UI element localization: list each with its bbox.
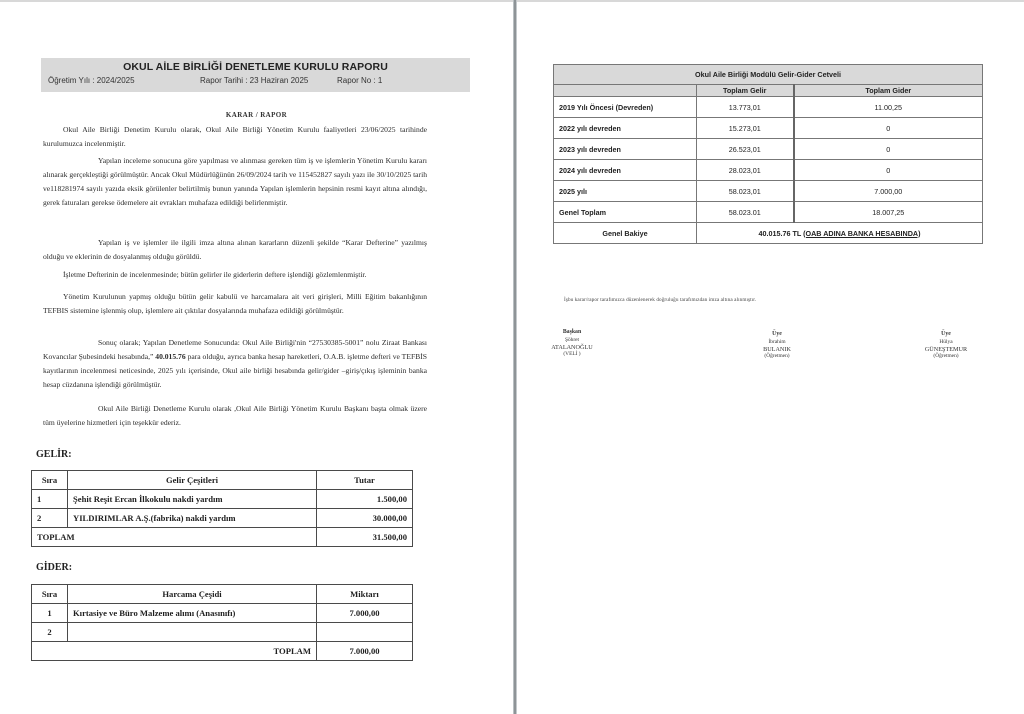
row-expense: 0: [794, 118, 983, 139]
table-header-row: [32, 585, 413, 604]
paragraph-2: [43, 154, 427, 210]
row-label: 2025 yılı: [554, 181, 697, 202]
signature-title: (VELİ ): [563, 351, 581, 357]
header-sira: Sıra: [32, 585, 68, 604]
balance-label: Genel Bakiye: [554, 223, 697, 244]
row-label: 2023 yılı devreden: [554, 139, 697, 160]
balance-row: [554, 223, 983, 244]
paragraph-6: [43, 336, 427, 392]
row-amount: 1.500,00: [317, 490, 413, 509]
row-income: 15.273,01: [697, 118, 794, 139]
paragraph-2-text: Yapılan inceleme sonucuna göre yapılması ve alınması gereken tüm iş ve işlemlerin Yönetim Kurulu kararı alınarak gerçekleştiği görülmüştür. Ancak Okul Müdürlüğünün 26/09/2024 tarih ve 115452827 sayılı yazı ile 30/10/2025 tarih ve118281974 sayılı yazıda eksik görülenler belirtilmiş bunun yanında Yapılan işlemlerin hepsinin resmi kayıt altına alındığı, gerek faturaları gerekse ödemelere ait evrakları muhafaza edildiği belirlenmiştir.: [43, 156, 427, 207]
paragraph-4-text: İşletme Defterinin de incelenmesinde; bütün gelirler ile giderlerin deftere işlendiği gözlemlenmiştir.: [63, 270, 367, 279]
table-row: [554, 118, 983, 139]
report-title: OKUL AİLE BİRLİĞİ DENETLEME KURULU RAPORU: [123, 61, 388, 73]
header-sira: Sıra: [32, 471, 68, 490]
signature-last-name: GÜNEŞTEMUR: [924, 346, 968, 353]
gider-heading: GİDER:: [36, 562, 73, 573]
table-row: [32, 623, 413, 642]
table-row: [32, 490, 413, 509]
signature-last-name: BULANIK: [763, 346, 791, 353]
signature-uye-1: [742, 331, 812, 360]
row-amount: [317, 623, 413, 642]
table-row: [32, 509, 413, 528]
paragraph-5: [43, 290, 427, 318]
gelir-heading: GELİR:: [36, 449, 72, 460]
signature-uye-2: [911, 331, 981, 360]
paragraph-4: [43, 268, 427, 282]
cetvel-header-row: [554, 85, 983, 97]
paragraph-3-text: Yapılan iş ve işlemler ile ilgili imza altına alınan kararların düzenli şekilde “Karar Defterine” yazılmış olduğu ve eklerinin de dosyalanmış olduğu görüldü.: [43, 238, 427, 261]
signature-last-name: ATALANOĞLU: [551, 344, 593, 351]
paragraph-7: [43, 402, 427, 430]
header-empty: [554, 85, 697, 97]
signature-first-name: İbrahim: [768, 339, 786, 345]
signature-title: (Öğretmen): [764, 353, 790, 359]
table-total-row: [32, 528, 413, 547]
signature-title: (Öğretmen): [933, 353, 959, 359]
row-amount: 30.000,00: [317, 509, 413, 528]
signature-role: Üye: [941, 331, 951, 337]
gider-table: [31, 584, 413, 661]
row-expense: 11.00,25: [794, 97, 983, 118]
table-row: [554, 181, 983, 202]
signature-role: Başkan: [562, 329, 582, 335]
row-name: [68, 623, 317, 642]
cetvel-title-row: [554, 65, 983, 85]
signature-baskan: [537, 329, 607, 358]
table-row: [554, 160, 983, 181]
row-label: 2024 yılı devreden: [554, 160, 697, 181]
row-expense: 0: [794, 160, 983, 181]
header-name: Harcama Çeşidi: [68, 585, 317, 604]
header-expense: Toplam Gider: [794, 85, 983, 97]
signature-first-name: Hülya: [939, 339, 953, 345]
paragraph-1-text: Okul Aile Birliği Denetim Kurulu olarak, Okul Aile Birliği Yönetim Kurulu faaliyetleri 23/06/2025 tarihinde kurulumuzca incelenmiştir.: [43, 125, 427, 148]
balance-amount: 40.015.76 TL: [758, 228, 804, 238]
approval-note: İşbu karar/rapor tarafımızca düzenlenerek doğruluğu tarafımızdan imza altına alınmıştır.: [564, 297, 757, 303]
row-sira: 2: [32, 623, 68, 642]
row-income: 58.023.01: [697, 202, 794, 223]
paragraph-5-text: Yönetim Kurulunun yapmış olduğu bütün gelir kabulü ve harcamalara ait veri girişleri, Milli Eğitim bakanlığının TEFBIS sistemine işlenmiş olup, işlemlere ait çıktılar dosyalarında muhafaza edildiği görülmüştür.: [43, 292, 427, 315]
gelir-table: [31, 470, 413, 547]
row-income: 28.023,01: [697, 160, 794, 181]
header-name: Gelir Çeşitleri: [68, 471, 317, 490]
row-label: Genel Toplam: [554, 202, 697, 223]
row-sira: 2: [32, 509, 68, 528]
paragraph-3: [43, 236, 427, 264]
row-name: Kırtasiye ve Büro Malzeme alımı (Anasınıfı): [68, 604, 317, 623]
table-header-row: [32, 471, 413, 490]
total-label: TOPLAM: [32, 642, 317, 661]
academic-year: Öğretim Yılı : 2024/2025: [48, 76, 135, 85]
row-income: 26.523,01: [697, 139, 794, 160]
header-income: Toplam Gelir: [697, 85, 794, 97]
row-name: Şehit Reşit Ercan İlkokulu nakdi yardım: [68, 490, 317, 509]
row-income: 58.023,01: [697, 181, 794, 202]
table-row: [554, 97, 983, 118]
document-page-2: [517, 0, 1024, 714]
row-sira: 1: [32, 490, 68, 509]
row-expense: 7.000,00: [794, 181, 983, 202]
row-income: 13.773,01: [697, 97, 794, 118]
signature-first-name: Şöhret: [564, 337, 580, 343]
header-amount: Miktarı: [317, 585, 413, 604]
row-expense: 0: [794, 139, 983, 160]
row-sira: 1: [32, 604, 68, 623]
row-amount: 7.000,00: [317, 604, 413, 623]
report-header-box: [41, 58, 470, 92]
header-amount: Tutar: [317, 471, 413, 490]
cetvel-title: Okul Aile Birliği Modülü Gelir-Gider Cetveli: [554, 65, 983, 85]
table-row: [554, 202, 983, 223]
total-value: 31.500,00: [317, 528, 413, 547]
row-name: YILDIRIMLAR A.Ş.(fabrika) nakdi yardım: [68, 509, 317, 528]
karar-heading: KARAR / RAPOR: [225, 111, 288, 119]
paragraph-6-text-a: Sonuç olarak; Yapılan Denetleme Sonucunda: Okul Aile Birliği'nin “27530385-5001” nolu Ziraat Bankası Kovancılar Şubesindeki hesabında,”: [43, 338, 427, 361]
table-row: [554, 139, 983, 160]
balance-value: [697, 223, 983, 244]
bank-balance-amount: 40.015.76: [155, 352, 186, 361]
table-row: [32, 604, 413, 623]
report-number: Rapor No : 1: [337, 76, 383, 85]
row-label: 2022 yılı devreden: [554, 118, 697, 139]
report-date: Rapor Tarihi : 23 Haziran 2025: [200, 76, 309, 85]
paragraph-7-text: Okul Aile Birliği Denetleme Kurulu olarak ,Okul Aile Birliği Yönetim Kurulu Başkanı başta olmak üzere tüm üyelerine hizmetleri için teşekkür ederiz.: [43, 404, 427, 427]
balance-note: (OAB ADINA BANKA HESABINDA): [803, 228, 921, 238]
paragraph-1: [43, 123, 427, 151]
row-expense: 18.007,25: [794, 202, 983, 223]
gelir-gider-cetveli-table: [553, 64, 983, 244]
total-label: TOPLAM: [32, 528, 317, 547]
table-total-row: [32, 642, 413, 661]
total-value: 7.000,00: [317, 642, 413, 661]
paragraph-6-text-b: para olduğu, ayrıca banka hesap hareketleri, O.A.B. işletme defteri ve TEFBİS kayıtlarının incelenmesi neticesinde, 2025 yılı içerisinde, Okul aile birliği hesabında gelir/gider –giriş/çıkış işleminin banka hesap cüzdanına işlendiği görülmüştür.: [43, 352, 427, 389]
row-label: 2019 Yılı Öncesi (Devreden): [554, 97, 697, 118]
signature-role: Üye: [772, 331, 782, 337]
